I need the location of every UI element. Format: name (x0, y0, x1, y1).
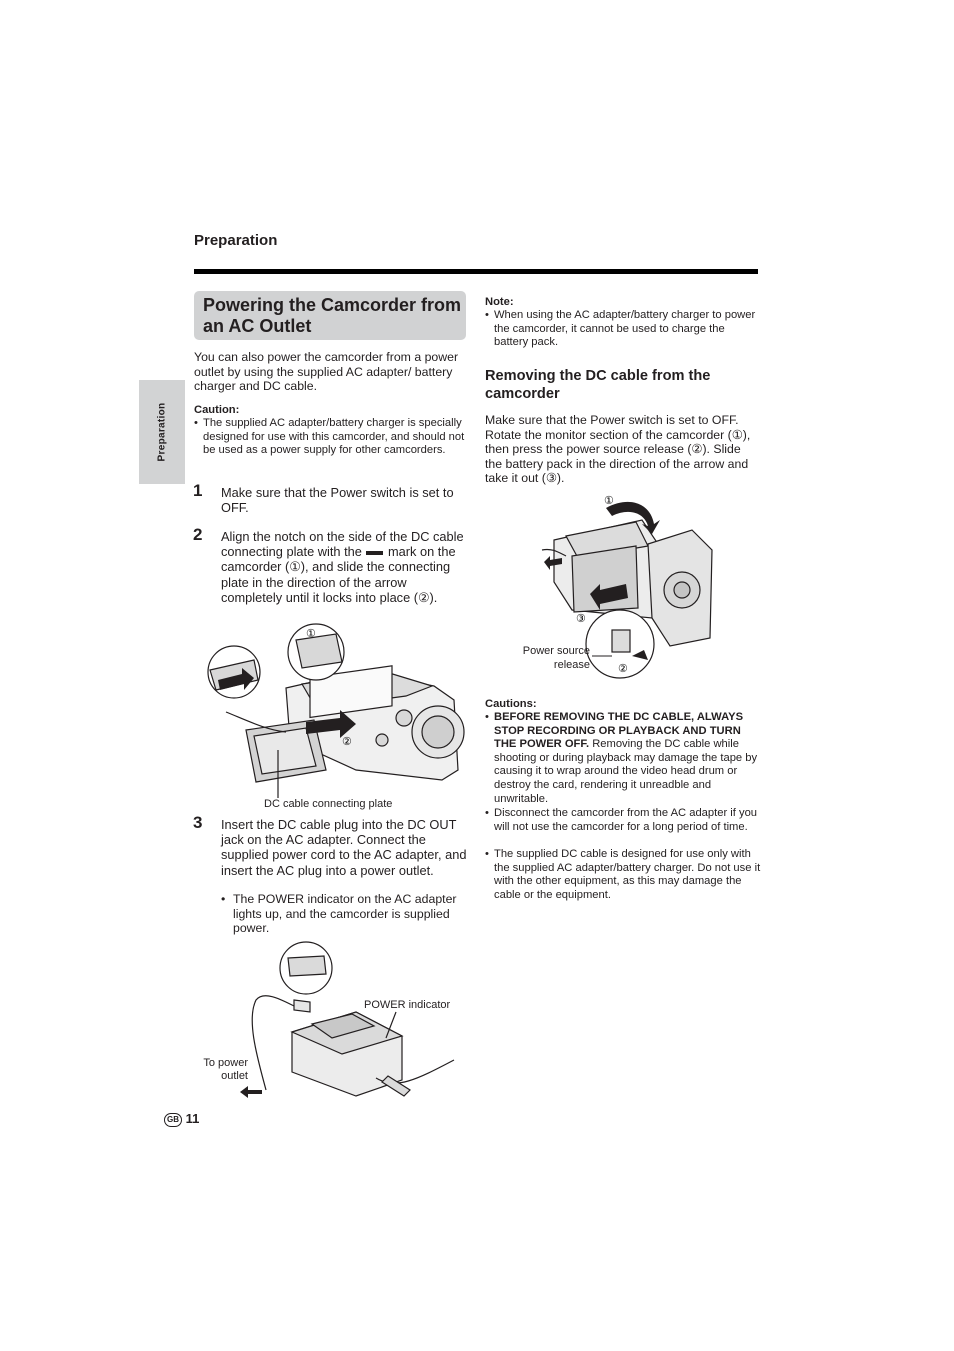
page-title: Powering the Camcorder from an AC Outlet (203, 295, 462, 336)
note-item: • When using the AC adapter/battery charger to power the camcorder, it cannot be used to charge the battery pack. (485, 309, 756, 349)
caution-text: The supplied AC adapter/battery charger is specially designed for use with this camcorder, and should not be used as a power supply for other camcorders. (203, 417, 465, 457)
fig1-marker-1: ① (306, 628, 316, 640)
step-3-number: 3 (193, 813, 203, 832)
notch-mark-icon (366, 551, 383, 555)
outlet-label (196, 1057, 248, 1083)
power-source-release-line-1: Power source (522, 645, 590, 657)
cautions-label: Cautions: (485, 698, 537, 710)
caution-3: • The supplied DC cable is designed for use only with the supplied AC adapter/battery charger. Do not use it with the other equipment, as this may damage the cable or the equipment. (485, 848, 761, 901)
step-3-text: Insert the DC cable plug into the DC OUT jack on the AC adapter. Connect the supplied power cord to the AC adapter, and insert the AC plug into a power outlet. (221, 817, 467, 878)
fig1-marker-2: ② (342, 736, 352, 748)
note-text: When using the AC adapter/battery charger to power the camcorder, it cannot be used to charge the battery pack. (494, 309, 756, 349)
section-header: Preparation (194, 232, 278, 249)
dc-plate-figure (206, 620, 468, 820)
fig3-marker-3: ③ (576, 613, 586, 625)
header-rule (194, 269, 758, 274)
step-1-text: Make sure that the Power switch is set to OFF. (221, 485, 454, 516)
outlet-label-line-1: To power (203, 1057, 248, 1069)
page-number: 11 (185, 1111, 200, 1126)
title-box (194, 291, 466, 340)
caution-item: • The supplied AC adapter/battery charger is specially designed for use with this camcorder, and should not be used as a power supply for other camcorders. (194, 417, 465, 457)
side-tab-label: Preparation (156, 402, 168, 462)
caution-1: • BEFORE REMOVING THE DC CABLE, ALWAYS STOP RECORDING OR PLAYBACK AND TURN THE POWER OFF. Removing the DC cable while shooting or during playback may damage the tape by causing it to wrap around the video head drum or destroy the card, rendering it unreadble and unwritable. (485, 711, 758, 805)
fig3-marker-1: ① (604, 495, 614, 507)
power-source-release-label (508, 644, 590, 672)
power-source-release-line-2: release (553, 659, 590, 671)
step-2-number: 2 (193, 525, 203, 544)
note-label: Note: (485, 296, 514, 308)
fig3-marker-2: ② (618, 663, 628, 675)
step-2-text-a: Align the notch on the side of the DC cable connecting plate with the (221, 529, 464, 560)
intro-text: You can also power the camcorder from a power outlet by using the supplied AC adapter/ battery charger and DC cable. (194, 350, 459, 394)
caution-3-text: The supplied DC cable is designed for use only with the supplied AC adapter/battery charger. Do not use it with the other equipment, as this may damage the cable or the equipment. (494, 848, 761, 901)
step-2-text (221, 529, 469, 605)
step-3-bullet-text: The POWER indicator on the AC adapter lights up, and the camcorder is supplied power. (233, 892, 457, 936)
caution-1-bold: BEFORE REMOVING THE DC CABLE, ALWAYS STOP RECORDING OR PLAYBACK AND TURN THE POWER OFF. (494, 711, 744, 751)
region-badge: GB (164, 1113, 182, 1127)
fig1-caption: DC cable connecting plate (264, 798, 393, 810)
caution-2: • Disconnect the camcorder from the AC adapter if you will not use the camcorder for a long period of time. (485, 807, 758, 833)
outlet-label-line-2: outlet (221, 1070, 248, 1082)
step-1-number: 1 (193, 481, 203, 500)
side-tab (139, 380, 185, 484)
step-3-bullet: • The POWER indicator on the AC adapter lights up, and the camcorder is supplied power. (221, 892, 457, 936)
step-2-text-b: mark on the camcorder (①), and slide the connecting plate in the direction of the arrow completely until it locks into place (②). (221, 544, 456, 605)
caution-2-text: Disconnect the camcorder from the AC adapter if you will not use the camcorder for a long period of time. (494, 807, 758, 833)
caution-label: Caution: (194, 404, 240, 416)
power-indicator-label: POWER indicator (364, 999, 451, 1011)
removing-heading: Removing the DC cable from the camcorder (485, 368, 711, 402)
page-footer (164, 1111, 199, 1127)
removing-text: Make sure that the Power switch is set to OFF. Rotate the monitor section of the camcorder (①), then press the power source release (②). Slide the battery pack in the direction of the arrow and take it out (③). (485, 413, 751, 486)
caution-1-rest: Removing the DC cable while shooting or during playback may damage the tape by causing it to wrap around the video head drum or destroy the card, rendering it unreadble and unwritable. (494, 738, 758, 805)
